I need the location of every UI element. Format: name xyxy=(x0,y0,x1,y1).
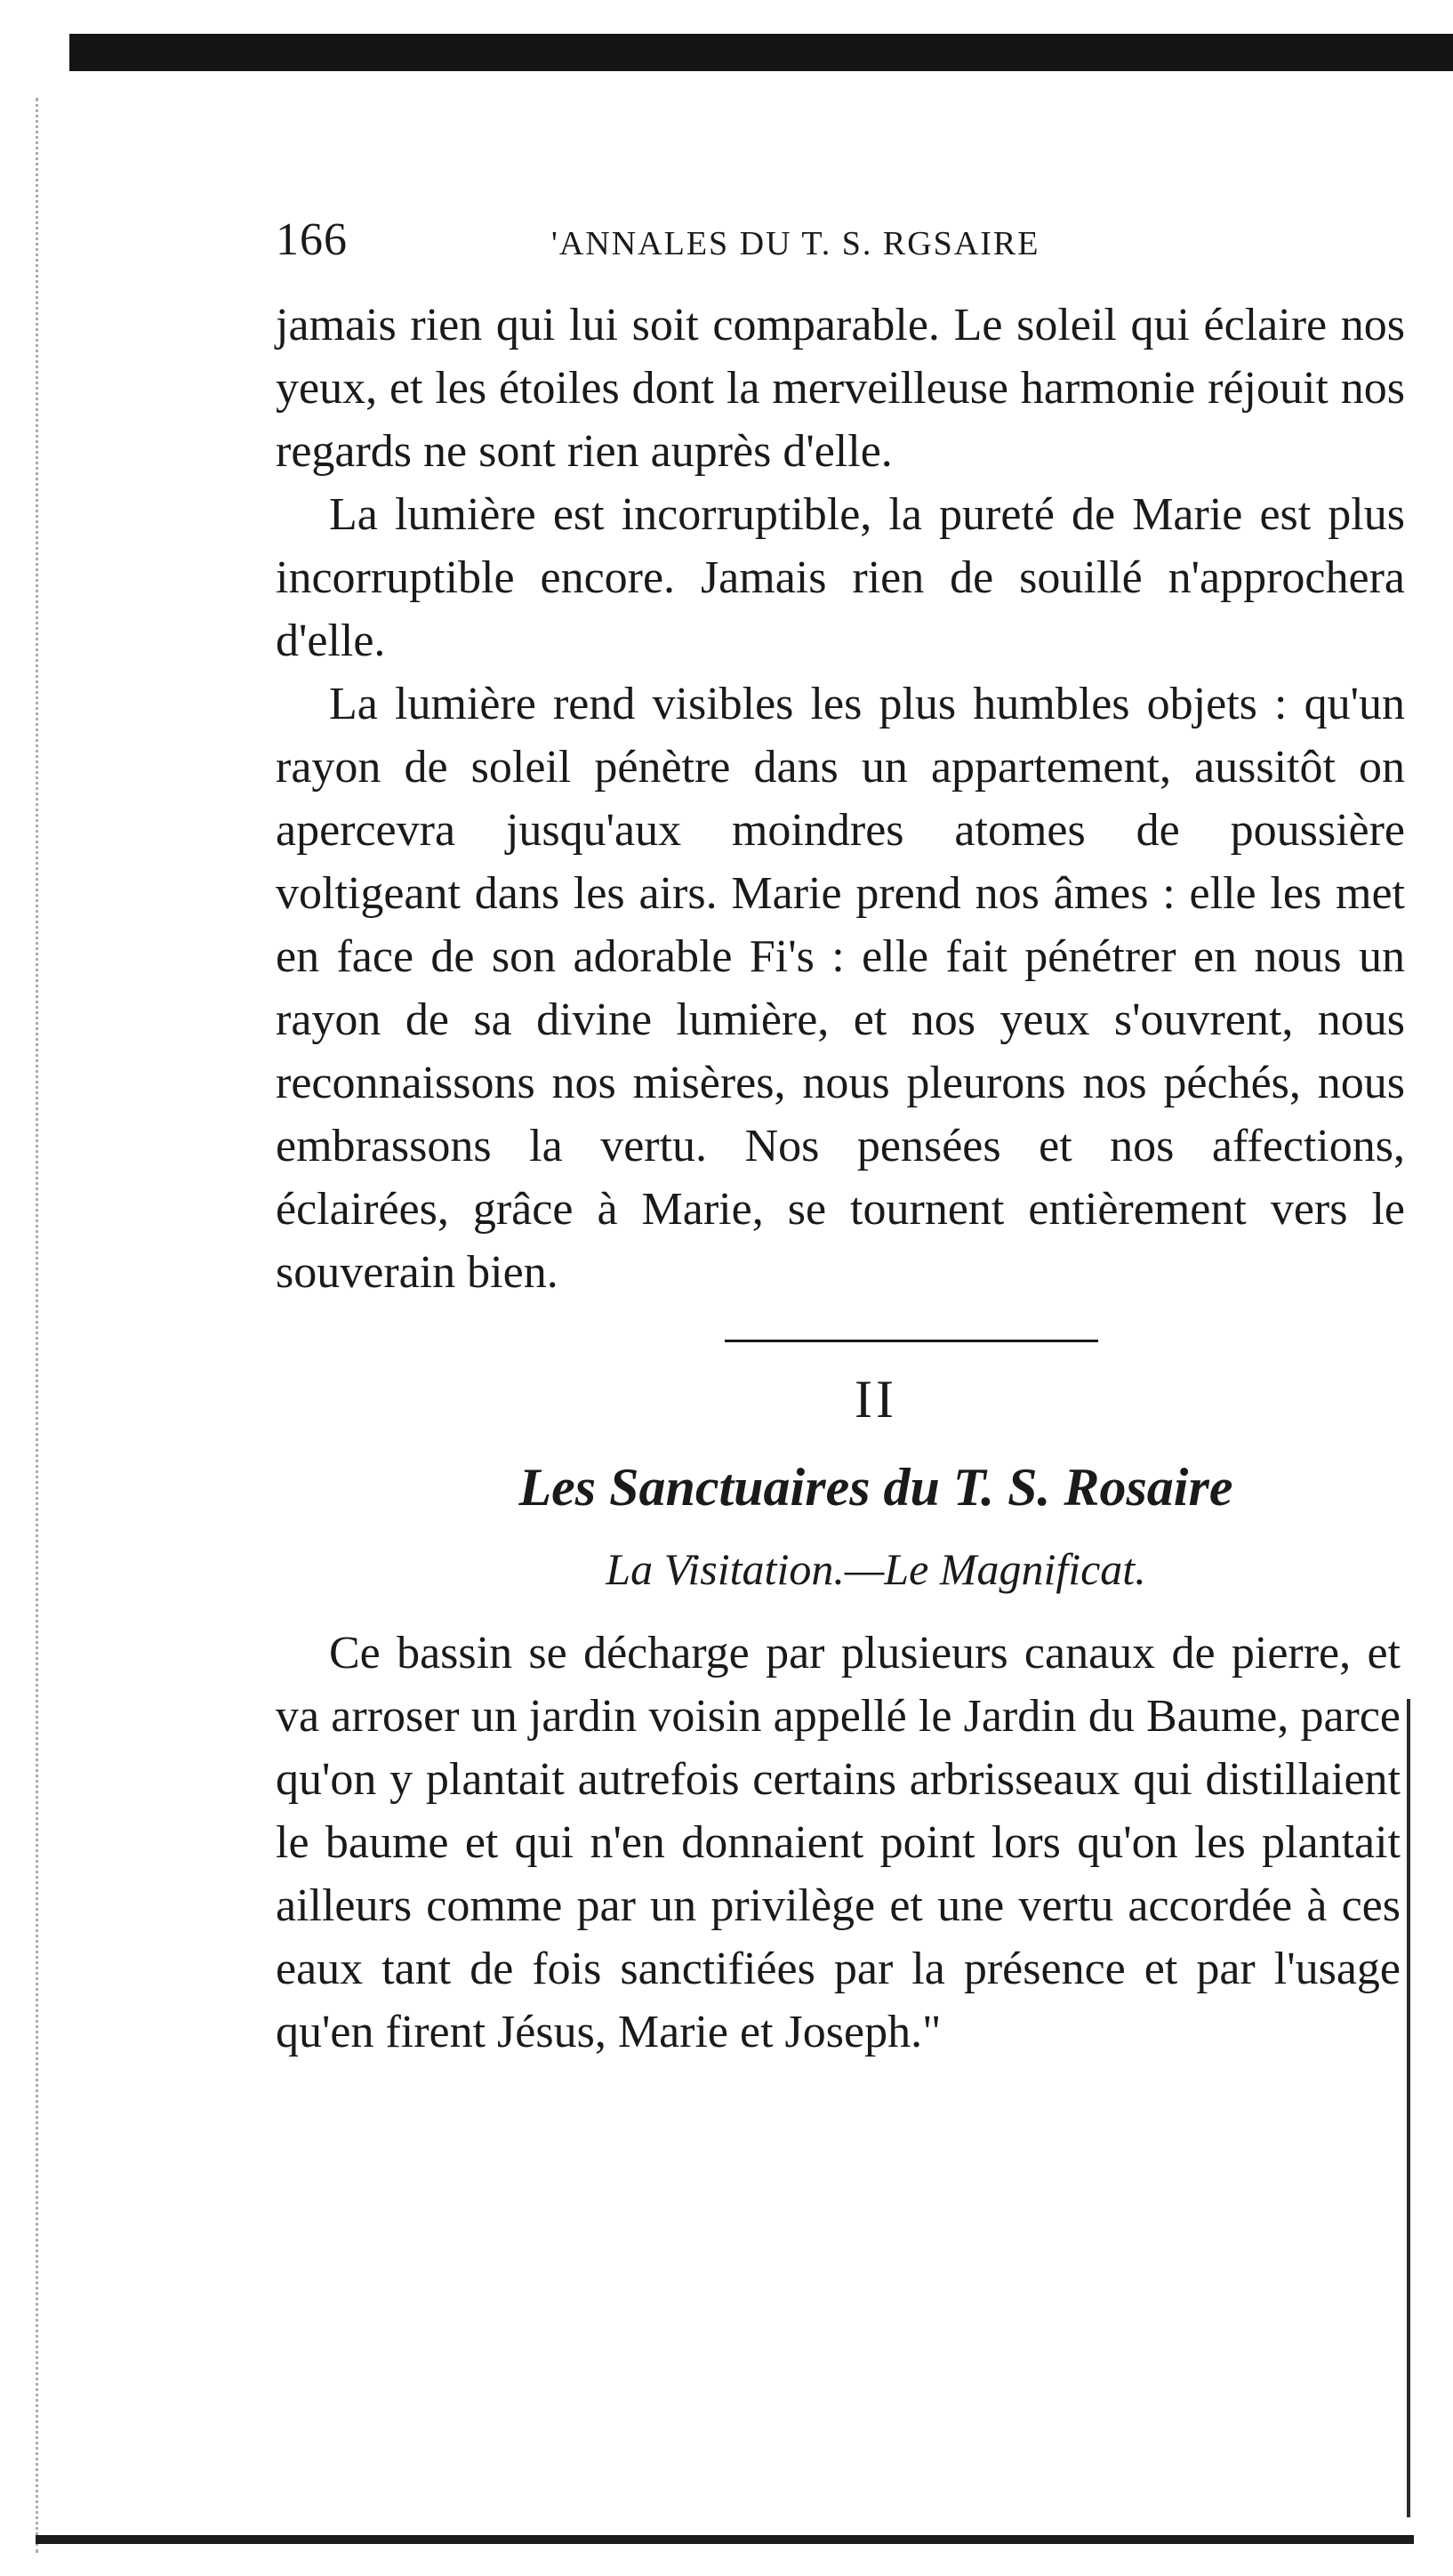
paragraph: Ce bassin se décharge par plusieurs canaux de pierre, et va arroser un jardin voisin appellé le Jardin du Baume, parce qu'on y plantait autrefois certains arbrisseaux qui distillaient le baume et qui n'en donnaient point lors qu'on les plantait ailleurs comme par un privilège et une vertu accordée à ces eaux tant de fois sanctifiées par la présence et par l'usage qu'en firent Jésus, Marie et Joseph." xyxy=(276,1628,1401,2057)
paragraph: La lumière rend visibles les plus humbles objets : qu'un rayon de soleil pénètre dans un appartement, aussitôt on apercevra jusqu'aux moindres atomes de poussière voltigeant dans les airs. Marie prend nos âmes : elle les met en face de son adorable Fi's : elle fait pénétrer en nous un rayon de sa divine lumière, et nos yeux s'ouvrent, nous reconnaissons nos misères, nous pleurons nos péchés, nous embrassons la vertu. Nos pensées et nos affections, éclairées, grâce à Marie, se tournent entièrement vers le souverain bien. xyxy=(276,679,1405,1298)
paragraph: La lumière est incorruptible, la pureté de Marie est plus incorruptible encore. Jamais rien de souillé n'approchera d'elle. xyxy=(276,489,1405,666)
scan-top-border xyxy=(69,34,1453,71)
running-head: 'ANNALES DU T. S. RGSAIRE xyxy=(551,225,1040,262)
section-subtitle: La Visitation.—Le Magnificat. xyxy=(606,1544,1146,1594)
body-text xyxy=(276,294,1405,1304)
page-header xyxy=(276,196,1405,294)
section-text xyxy=(276,1622,1401,2064)
scan-right-edge xyxy=(1407,1699,1410,2517)
section-divider xyxy=(725,1340,1098,1342)
paragraph: jamais rien qui lui soit comparable. Le soleil qui éclaire nos yeux, et les étoiles dont la merveilleuse harmonie réjouit nos regards ne sont rien auprès d'elle. xyxy=(276,300,1405,477)
scan-left-edge xyxy=(36,98,44,2553)
book-page xyxy=(276,196,1405,2064)
section-numeral: II xyxy=(855,1370,897,1429)
scan-bottom-border xyxy=(36,2535,1414,2544)
section-title: Les Sanctuaires du T. S. Rosaire xyxy=(518,1458,1233,1517)
page-number: 166 xyxy=(276,214,348,265)
